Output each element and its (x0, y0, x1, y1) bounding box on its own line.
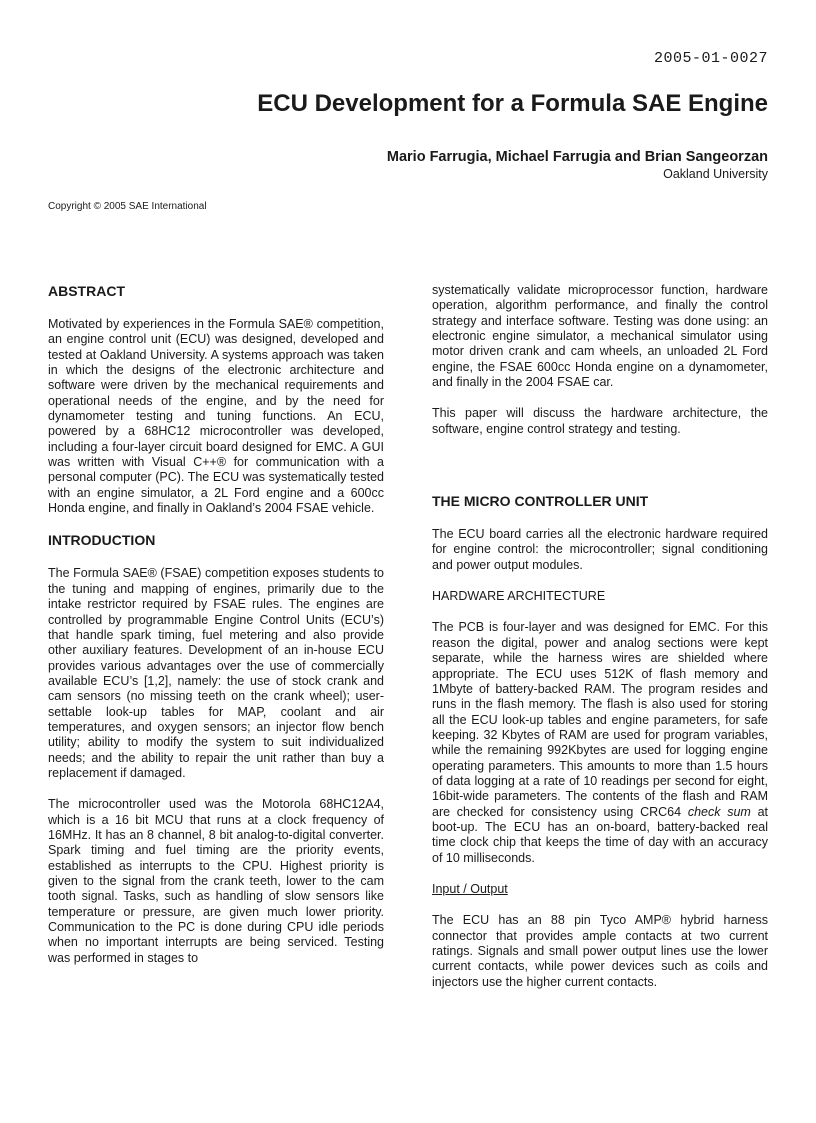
left-column (48, 283, 384, 982)
continuation-paragraph-2: This paper will discuss the hardware architecture, the software, engine control strategy and testing. (432, 406, 768, 436)
input-output-heading: Input / Output (432, 881, 508, 896)
check-sum-term: check sum (687, 804, 751, 819)
paper-title: ECU Development for a Formula SAE Engine (257, 90, 768, 117)
introduction-paragraph-1: The Formula SAE® (FSAE) competition exposes students to the tuning and mapping of engines, primarily due to the intake restrictor required by FSAE rules. The engines are controlled by programmable Engine Control Units (ECU’s) that handle spark timing, fuel metering and also provide other auxiliary features. Development of an in-house ECU provides various advantages over the use of commercially available ECU’s [1,2], namely: the use of stock crank and cam sensors (no missing teeth on the crank wheel); user-settable look-up tables for MAP, coolant and air temperatures, and oxygen sensors; an injector flow bench utility; ability to modify the system to suit individualized needs; and the ability to repair the unit rather than buy a replacement if damaged. (48, 566, 384, 780)
hardware-text-part-2: at boot-up. The ECU has an on-board, battery-backed real time clock chip that keeps the time of day with an accuracy of 10 milliseconds. (432, 804, 768, 865)
abstract-heading: ABSTRACT (48, 283, 125, 299)
affiliation: Oakland University (663, 167, 768, 181)
authors: Mario Farrugia, Michael Farrugia and Brian Sangeorzan (386, 149, 768, 165)
continuation-paragraph-1: systematically validate microprocessor function, hardware operation, algorithm performance, and finally the control strategy and interface software. Testing was done using: an electronic engine simulator, a mechanical simulator using motor driven crank and cam wheels, an unloaded 2L Ford engine, the FSAE 600cc Honda engine on a dynamometer, and finally in the 2004 FSAE car. (432, 283, 768, 390)
right-column (432, 283, 768, 1006)
introduction-heading: INTRODUCTION (48, 532, 156, 549)
mcu-heading: THE MICRO CONTROLLER UNIT (432, 493, 649, 510)
copyright-notice: Copyright © 2005 SAE International (48, 201, 207, 212)
abstract-text: Motivated by experiences in the Formula SAE® competition, an engine control unit (ECU) was designed, developed and tested at Oakland University. A systems approach was taken in which the designs of the electronic architecture and software were driven by the mechanical requirements and operational needs of the engine, and by the need for dynamometer testing and tuning functions. An ECU, powered by a 68HC12 microcontroller was developed, including a four-layer circuit board designed for EMC. A GUI was written with Visual C++® for communication with a personal computer (PC). The ECU was systematically tested with an engine simulator, a 2L Ford engine and a 600cc Honda engine, and finally in Oakland’s 2004 FSAE vehicle. (48, 317, 384, 516)
mcu-paragraph: The ECU board carries all the electronic hardware required for engine control: the microcontroller; signal conditioning and power output modules. (432, 527, 768, 572)
hardware-architecture-heading: HARDWARE ARCHITECTURE (432, 589, 606, 604)
input-output-paragraph: The ECU has an 88 pin Tyco AMP® hybrid harness connector that provides ample contacts at two current ratings. Signals and small power output lines use the lower current contacts, while power devices such as coils and injectors use the higher current contacts. (432, 913, 768, 989)
paper-number: 2005-01-0027 (653, 50, 768, 67)
hardware-text-part-1: The PCB is four-layer and was designed for EMC. For this reason the digital, power and analog sections were kept separate, while the harness wires are shielded where appropriate. The ECU uses 512K of flash memory and 1Mbyte of battery-backed RAM. The program resides and runs in the flash memory. The flash is also used for storing all the ECU look-up tables and engine parameters, for safe keeping. 32 Kbytes of RAM are used for program variables, while the remaining 992Kbytes are used for logging engine operating parameters. This amounts to more than 1.5 hours of data logging at a rate of 10 readings per second for eight, 16bit-wide parameters. The contents of the flash and RAM are checked for consistency using CRC64 (432, 620, 768, 819)
hardware-architecture-paragraph (432, 620, 768, 866)
introduction-paragraph-2: The microcontroller used was the Motorola 68HC12A4, which is a 16 bit MCU that runs at a clock frequency of 16MHz. It has an 8 channel, 8 bit analog-to-digital converter. Spark timing and fuel timing are the priority events, established as interrupts to the CPU. Highest priority is given to the signal from the crank teeth, lower to the cam tooth signal. Tasks, such as handling of slow sensors like temperature or pressure, are given much lower priority. Communication to the PC is done during CPU idle periods when no important interrupts are being serviced. Testing was performed in stages to (48, 797, 384, 965)
section-spacer (432, 453, 768, 493)
